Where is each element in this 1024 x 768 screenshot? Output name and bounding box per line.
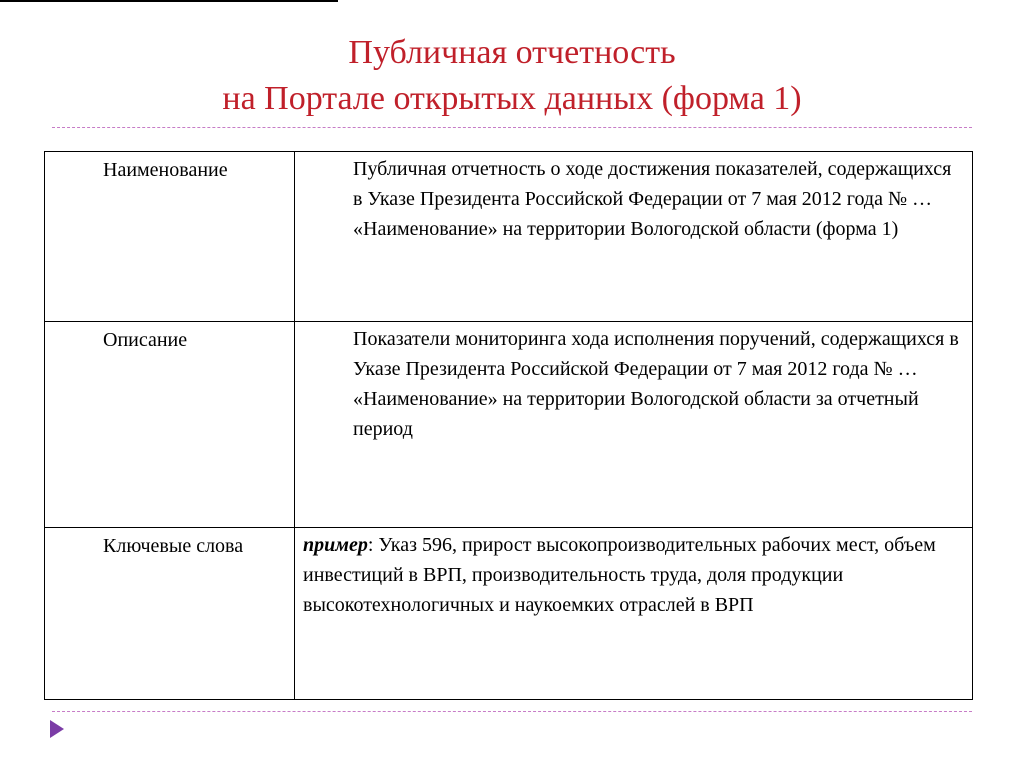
triangle-right-icon[interactable] [50, 720, 64, 738]
dataset-info-table [44, 151, 973, 700]
slide-title-line-1: Публичная отчетность [348, 34, 676, 71]
label-keywords: Ключевые слова [45, 528, 295, 700]
keywords-example-tag: пример [303, 534, 368, 556]
footer-divider [52, 711, 972, 712]
table-row-description [45, 322, 973, 528]
value-description: Показатели мониторинга хода исполнения поручений, содержащихся в Указе Президента Российской Федерации от 7 мая 2012 года № … «Наименование» на территории Вологодской области за отчетный период [295, 322, 973, 528]
keywords-text: : Указ 596, прирост высокопроизводительных рабочих мест, объем инвестиций в ВРП, производительность труда, доля продукции высокотехнологичных и наукоемких отраслей в ВРП [303, 534, 936, 616]
title-divider [52, 127, 972, 128]
value-keywords [295, 528, 973, 700]
value-name: Публичная отчетность о ходе достижения показателей, содержащихся в Указе Президента Российской Федерации от 7 мая 2012 года № … «Наименование» на территории Вологодской области (форма 1) [295, 152, 973, 322]
label-description: Описание [45, 322, 295, 528]
slide-title [0, 30, 1024, 122]
label-name: Наименование [45, 152, 295, 322]
table-row-name [45, 152, 973, 322]
top-rule [0, 0, 338, 2]
slide-title-line-2: на Портале открытых данных (форма 1) [222, 80, 802, 117]
table-row-keywords [45, 528, 973, 700]
